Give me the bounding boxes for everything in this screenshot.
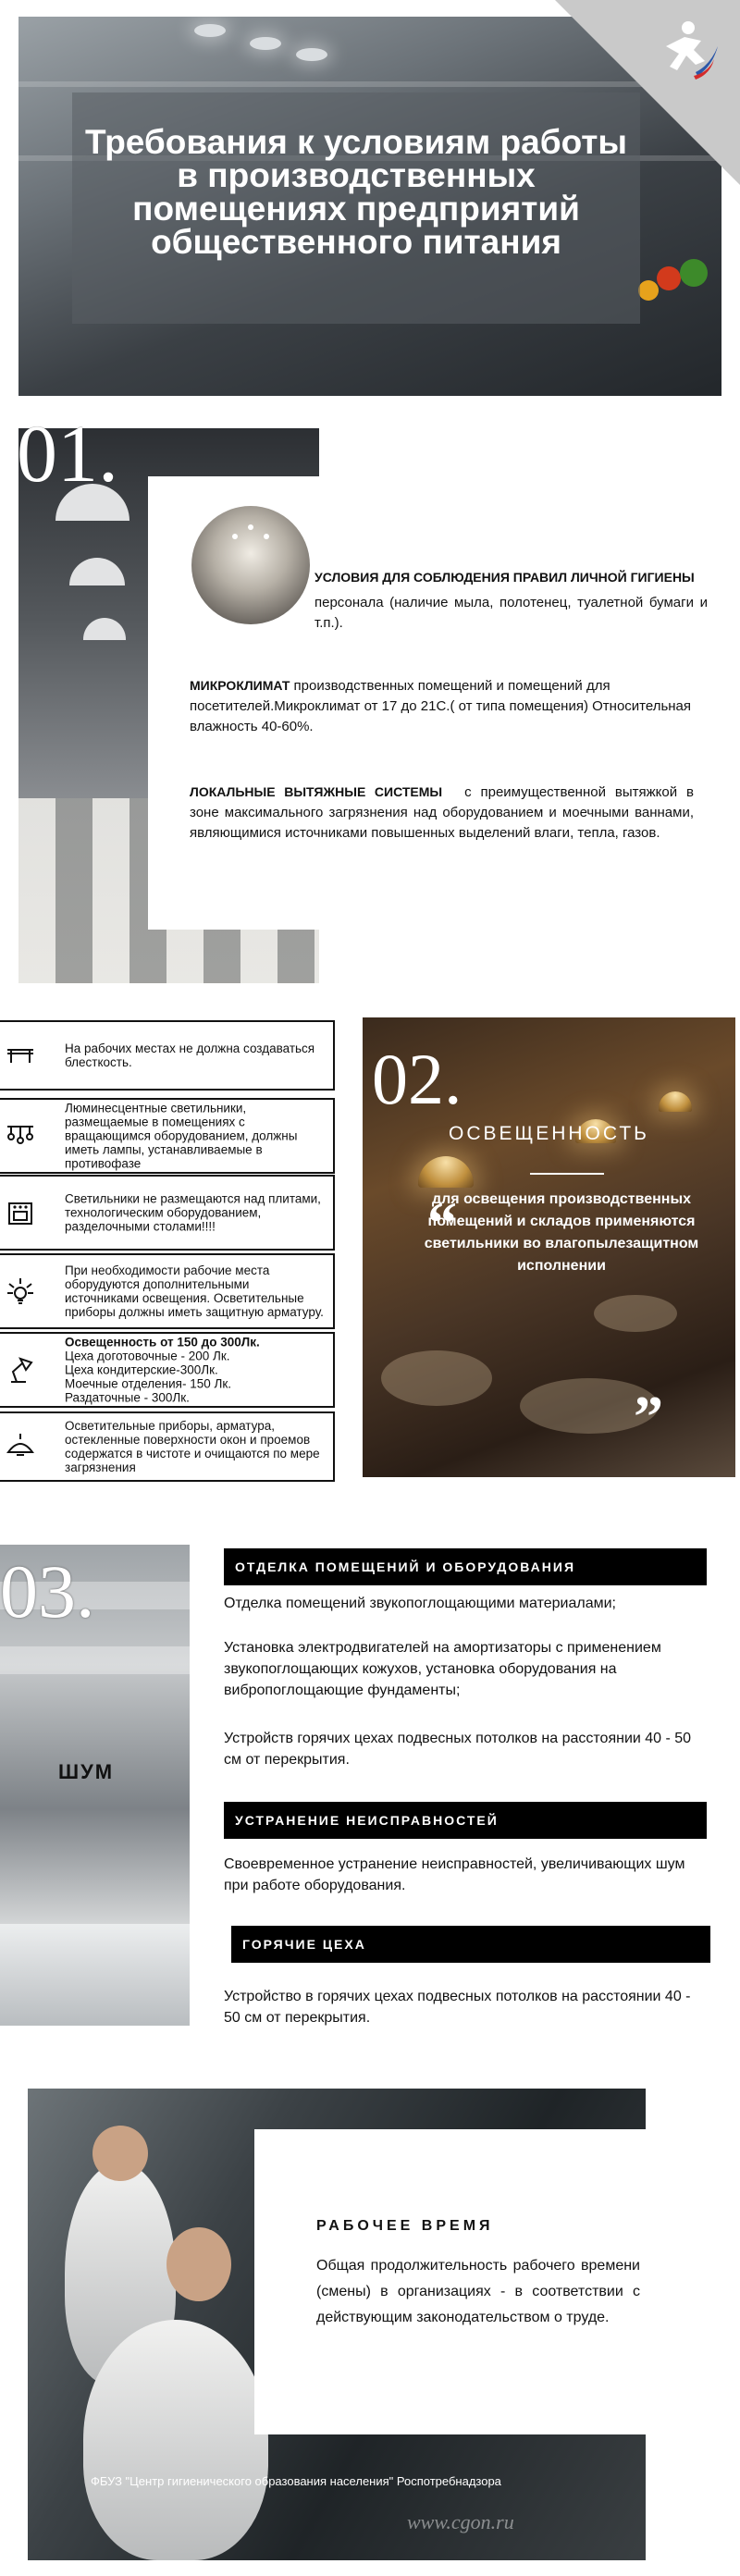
- working-time-body: Общая продолжительность рабочего времени (смены) в организациях - в соответствии с действующим законодательством о труде.: [316, 2258, 640, 2325]
- hygiene-label: УСЛОВИЯ ДЛЯ СОБЛЮДЕНИЯ ПРАВИЛ ЛИЧНОЙ ГИГИЕНЫ: [314, 570, 695, 585]
- footer-website: www.cgon.ru: [407, 2510, 514, 2533]
- lighting-tip-2: [0, 1098, 335, 1174]
- illuminance-norm: Освещенность от 150 до 300Лк.: [65, 1335, 260, 1350]
- lighting-tip-text: Осветительные приборы, арматура, остекленные поверхности окон и проемов содержатся в чистоте и очищаются по мере загрязнения: [65, 1419, 320, 1474]
- microclimate-block: [190, 675, 694, 737]
- desk-icon: [6, 1041, 35, 1070]
- lighting-tip-1: [0, 1020, 335, 1091]
- exhaust-label: ЛОКАЛЬНЫЕ ВЫТЯЖНЫЕ СИСТЕМЫ: [190, 784, 443, 799]
- noise-label: ШУМ: [58, 1760, 115, 1783]
- finish-title-bar: ОТДЕЛКА ПОМЕЩЕНИЙ И ОБОРУДОВАНИЯ: [224, 1548, 707, 1585]
- lighting-tip-4: [0, 1253, 335, 1329]
- finish-paragraph: Отделка помещений звукопоглощающими материалами;: [224, 1596, 616, 1611]
- illuminance-line: Цеха доготовочные - 200 Лк.: [65, 1349, 230, 1363]
- stove-icon: [6, 1198, 35, 1227]
- illuminance-line: Моечные отделения- 150 Лк.: [65, 1376, 232, 1391]
- open-quote-icon: “: [427, 1189, 457, 1255]
- section1-number: 01.: [17, 410, 118, 499]
- lighting-body: для освещения производственных помещений и складов применяются светильники во влагопылезащитном исполнении: [424, 1191, 699, 1274]
- repair-paragraph: Своевременное устранение неисправностей, увеличивающих шум при работе оборудования.: [224, 1856, 685, 1893]
- lighting-tip-6: [0, 1411, 335, 1482]
- illuminance-line: Раздаточные - 300Лк.: [65, 1390, 190, 1405]
- lighting-heading: ОСВЕЩЕННОСТЬ: [449, 1123, 649, 1144]
- exhaust-text: с преимущественной вытяжкой в зоне максимального загрязнения над оборудованием и моечными ваннами, являющимися источниками повышенных выделений влаги, тепла, газов.: [190, 784, 695, 841]
- ceiling-lamp-icon: [6, 1432, 35, 1461]
- lighting-tip-text: Люминесцентные светильники, размещаемые в помещениях с вращающимся оборудованием, должны иметь лампы, устанавливаемые в противофазе: [65, 1101, 298, 1171]
- heading-divider: [530, 1173, 604, 1175]
- finish-paragraph: Устройств горячих цехах подвесных потолков на расстоянии 40 - 50 см от перекрытия.: [224, 1731, 692, 1768]
- section1-round-photo: [191, 506, 310, 624]
- desk-lamp-icon: [6, 1355, 35, 1385]
- repair-title-bar: УСТРАНЕНИЕ НЕИСПРАВНОСТЕЙ: [224, 1802, 707, 1839]
- lighting-tip-text: Светильники не размещаются над плитами, технологическим оборудованием, разделочными столами!!!!: [65, 1191, 321, 1234]
- footer-organization: ФБУЗ "Центр гигиенического образования населения" Роспотребнадзора: [91, 2474, 501, 2488]
- microclimate-text: производственных помещений и помещений для посетителей.Микроклимат от 17 до 21С.( от типа помещения) Относительная влажность 40-60%.: [190, 678, 692, 734]
- hot-shop-title-bar: ГОРЯЧИЕ ЦЕХА: [231, 1926, 710, 1963]
- working-time-heading: РАБОЧЕЕ ВРЕМЯ: [316, 2218, 494, 2234]
- hygiene-text: персонала (наличие мыла, полотенец, туалетной бумаги и т.п.).: [314, 595, 708, 631]
- section3-number: 03.: [0, 1549, 95, 1633]
- finish-paragraph: Установка электродвигателей на амортизаторы с применением звукопоглощающих кожухов, установка оборудования на вибропоглощающие фундаменты;: [224, 1640, 661, 1698]
- lighting-tip-3: [0, 1175, 335, 1251]
- lighting-tip-5: [0, 1332, 335, 1408]
- hot-shop-paragraph: Устройство в горячих цехах подвесных потолков на расстоянии 40 - 50 см от перекрытия.: [224, 1989, 691, 2026]
- microclimate-label: МИКРОКЛИМАТ: [190, 678, 290, 693]
- page-title: Требования к условиям работы в производственных помещениях предприятий общественного питания: [85, 123, 627, 261]
- bulb-icon: [6, 1276, 35, 1306]
- section2-number: 02.: [372, 1039, 462, 1119]
- organization-logo-icon: [657, 18, 722, 83]
- lighting-tip-text: На рабочих местах не должна создаваться блесткость.: [65, 1041, 315, 1069]
- illuminance-line: Цеха кондитерские-300Лк.: [65, 1362, 218, 1377]
- exhaust-block: [190, 782, 694, 844]
- hygiene-block: [314, 567, 708, 634]
- lighting-tip-text: При необходимости рабочие места оборудуются дополнительными источниками освещения. Осветительные приборы должны иметь защитную арматуру.: [65, 1263, 324, 1319]
- light-fixture-icon: [6, 1121, 35, 1151]
- close-quote-icon: ”: [634, 1384, 663, 1449]
- lighting-tip-text: [65, 1336, 326, 1405]
